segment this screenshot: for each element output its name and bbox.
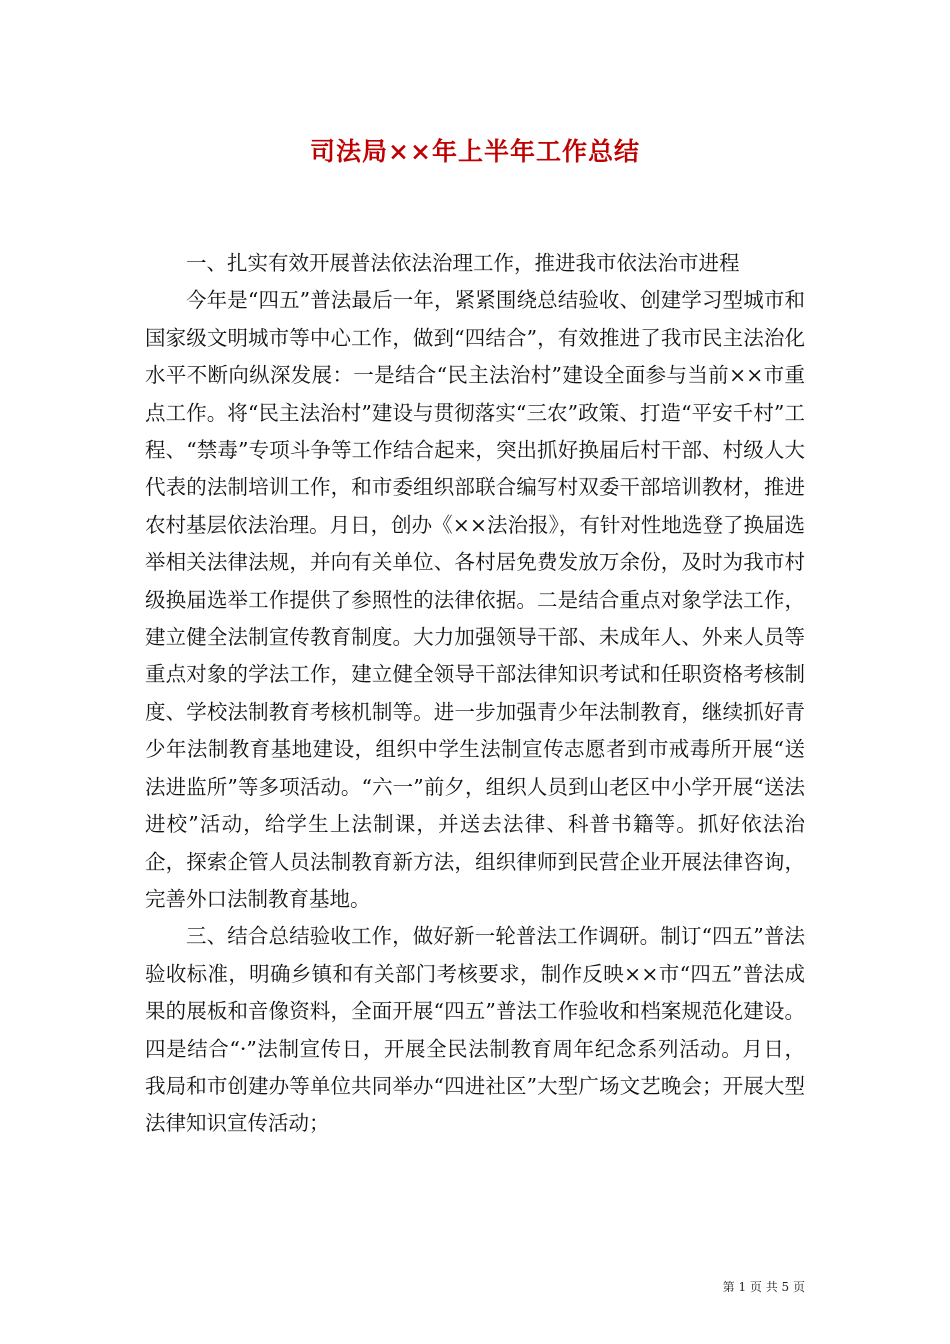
section-heading: 一、扎实有效开展普法依法治理工作，推进我市依法治市进程	[186, 251, 740, 275]
paragraph: 三、结合总结验收工作，做好新一轮普法工作调研。制订“四五”普法验收标准，明确乡镇和有关部门考核要求，制作反映××市“四五”普法成果的展板和音像资料，全面开展“四五”普法工作验收和档案规范化建设。四是结合“·”法制宣传日，开展全民法制教育周年纪念系列活动。月日，我局和市创建办等单位共同举办“四进社区”大型广场文艺晚会；开展大型法律知识宣传活动；	[145, 924, 805, 1136]
page-number: 第 1 页 共 5 页	[722, 1280, 805, 1294]
document-body	[145, 245, 805, 1143]
document-title: 司法局××年上半年工作总结	[310, 137, 640, 166]
paragraph: 今年是“四五”普法最后一年，紧紧围绕总结验收、创建学习型城市和国家级文明城市等中心工作，做到“四结合”，有效推进了我市民主法治化水平不断向纵深发展：一是结合“民主法治村”建设全面参与当前××市重点工作。将“民主法治村”建设与贯彻落实“三农”政策、打造“平安千村”工程、“禁毒”专项斗争等工作结合起来，突出抓好换届后村干部、村级人大代表的法制培训工作，和市委组织部联合编写村双委干部培训教材，推进农村基层依法治理。月日，创办《××法治报》，有针对性地选登了换届选举相关法律法规，并向有关单位、各村居免费发放万余份，及时为我市村级换届选举工作提供了参照性的法律依据。二是结合重点对象学法工作，建立健全法制宣传教育制度。大力加强领导干部、未成年人、外来人员等重点对象的学法工作，建立健全领导干部法律知识考试和任职资格考核制度、学校法制教育考核机制等。进一步加强青少年法制教育，继续抓好青少年法制教育基地建设，组织中学生法制宣传志愿者到市戒毒所开展“送法进监所”等多项活动。“六一”前夕，组织人员到山老区中小学开展“送法进校”活动，给学生上法制课，并送去法律、科普书籍等。抓好依法治企，探索企管人员法制教育新方法，组织律师到民营企业开展法律咨询，完善外口法制教育基地。	[145, 288, 805, 911]
